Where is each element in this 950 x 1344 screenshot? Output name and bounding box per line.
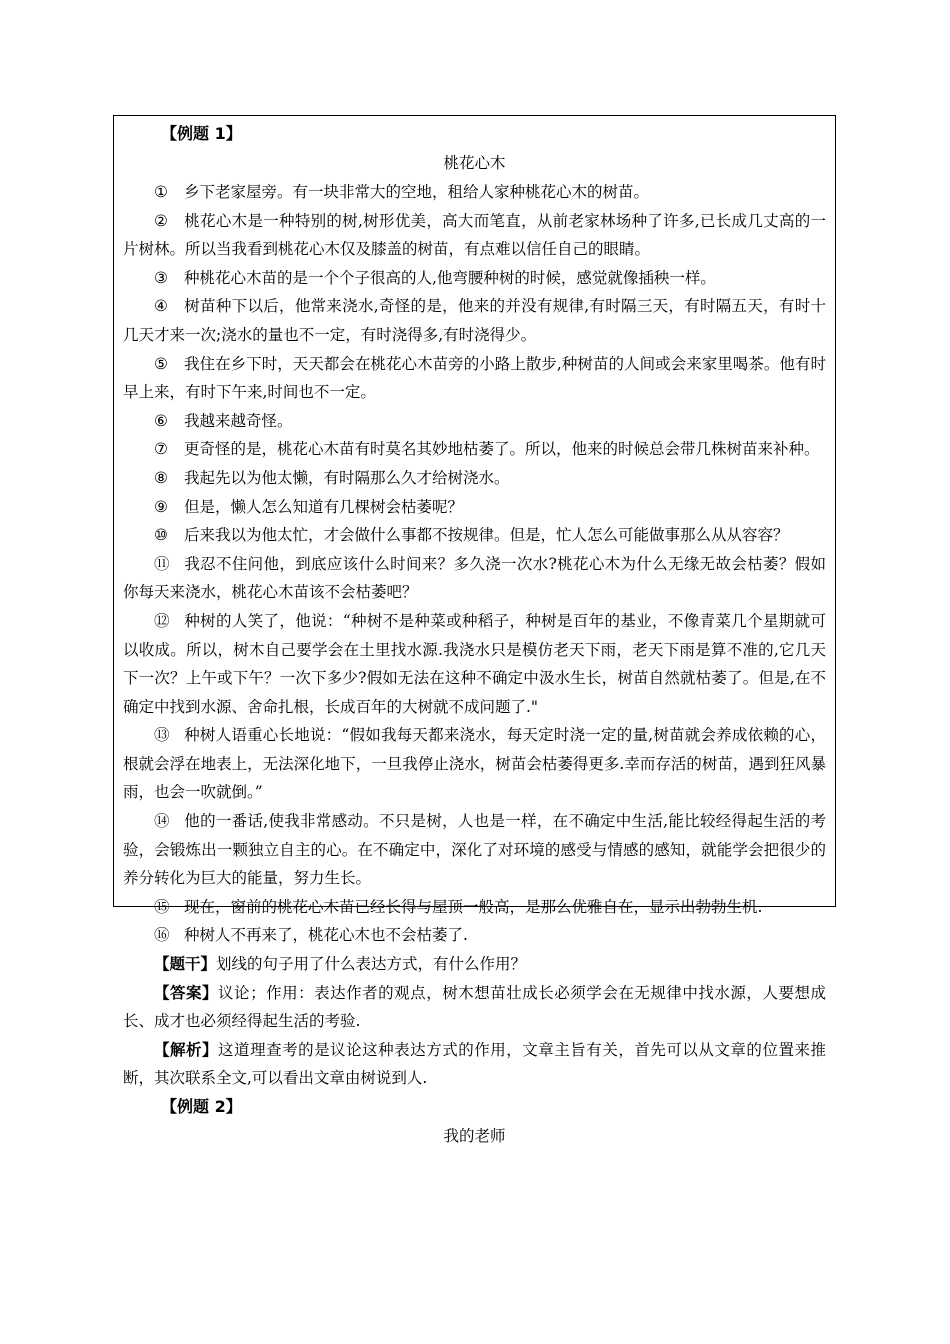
passage-paragraph (123, 521, 826, 550)
paragraph-text: 现在，窗前的桃花心木苗已经长得与屋顶一般高，是那么优雅自在，显示出勃勃生机. (184, 897, 763, 916)
paragraph-text: 我忍不住问他，到底应该什么时间来？多久浇一次水?桃花心木为什么无缘无故会枯萎？假如你每天来浇水，桃花心木苗该不会枯萎吧？ (123, 554, 826, 602)
paragraph-number: ③ (154, 268, 168, 287)
paragraph-number: ⑥ (154, 411, 168, 430)
paragraph-text: 他的一番话,使我非常感动。不只是树，人也是一样，在不确定中生活,能比较经得起生活的考验，会锻炼出一颗独立自主的心。在不确定中，深化了对环境的感受与情感的感知，就能学会把很少的养分转化为巨大的能量，努力生长。 (123, 812, 826, 888)
passage-title: 桃花心木 (443, 154, 506, 172)
paragraph-text: 更奇怪的是，桃花心木苗有时莫名其妙地枯萎了。所以，他来的时候总会带几株树苗来补种。 (184, 440, 820, 459)
paragraph-number: ⑩ (154, 526, 168, 545)
passage-paragraph (123, 893, 826, 922)
question-label: 【题干】 (154, 955, 217, 974)
passage-paragraph (123, 207, 826, 264)
example-2-heading: 【例题 2】 (161, 1097, 242, 1116)
passage-paragraph (123, 264, 826, 293)
answer-text: 议论；作用：表达作者的观点，树木想苗壮成长必须学会在无规律中找水源，人要想成长、成才也必须经得起生活的考验. (123, 983, 826, 1031)
passage-paragraph (123, 350, 826, 407)
paragraph-text: 后来我以为他太忙，才会做什么事都不按规律。但是，忙人怎么可能做事那么从从容容？ (184, 526, 789, 545)
passage-paragraph (123, 292, 826, 349)
example-1-heading: 【例题 1】 (161, 124, 242, 143)
paragraph-number: ⑮ (154, 897, 170, 916)
paragraph-text: 种树人不再来了，桃花心木也不会枯萎了. (184, 926, 468, 945)
paragraph-number: ⑫ (154, 611, 170, 630)
passage-paragraph (123, 493, 826, 522)
paragraph-number: ① (154, 183, 168, 201)
passage-paragraph (123, 178, 826, 207)
passage-paragraph (123, 435, 826, 464)
analysis-label: 【解析】 (154, 1040, 219, 1059)
analysis-block (123, 1036, 826, 1093)
passage-paragraph (123, 464, 826, 493)
paragraph-number: ⑭ (154, 812, 170, 831)
paragraph-number: ② (154, 211, 168, 230)
paragraph-text: 但是，懒人怎么知道有几棵树会枯萎呢？ (184, 497, 464, 516)
passage-paragraph (123, 550, 826, 607)
answer-label: 【答案】 (154, 983, 219, 1002)
paragraph-text: 种树人语重心长地说：“假如我每天都来浇水，每天定时浇一定的量,树苗就会养成依赖的心，根就会浮在地表上，无法深化地下，一旦我停止浇水，树苗会枯萎得更多.幸而存活的树苗，遇到狂风暴雨，也会一吹就倒。” (123, 726, 826, 802)
paragraph-number: ⑤ (154, 354, 168, 373)
paragraph-text: 桃花心木是一种特别的树,树形优美，高大而笔直，从前老家林场种了许多,已长成几丈高的一片树林。所以当我看到桃花心木仅及膝盖的树苗，有点难以信任自己的眼睛。 (123, 211, 826, 259)
paragraph-text: 树苗种下以后，他常来浇水,奇怪的是，他来的并没有规律,有时隔三天，有时隔五天，有时十几天才来一次;浇水的量也不一定，有时浇得多,有时浇得少。 (123, 297, 826, 344)
answer-block (123, 979, 826, 1036)
paragraph-number: ⑨ (154, 497, 168, 516)
paragraph-text: 我越来越奇怪。 (184, 411, 293, 430)
passage-paragraph (123, 607, 826, 721)
passage-paragraph (123, 921, 826, 950)
paragraph-text: 乡下老家屋旁。有一块非常大的空地，租给人家种桃花心木的树苗。 (184, 183, 650, 201)
passage-paragraphs (123, 178, 826, 950)
paragraph-text: 种桃花心木苗的是一个个子很高的人,他弯腰种树的时候，感觉就像插秧一样。 (184, 268, 716, 287)
document-content (123, 116, 826, 1151)
paragraph-number: ④ (154, 297, 168, 316)
paragraph-number: ⑦ (154, 440, 168, 459)
paragraph-text: 我起先以为他太懒，有时隔那么久才给树浇水。 (184, 468, 510, 487)
passage-2-title: 我的老师 (443, 1127, 506, 1145)
question-text: 划线的句子用了什么表达方式，有什么作用？ (216, 955, 527, 974)
document-frame (113, 115, 836, 1145)
paragraph-number: ⑧ (154, 468, 168, 487)
passage-paragraph (123, 721, 826, 807)
analysis-text: 这道理查考的是议论这种表达方式的作用，文章主旨有关，首先可以从文章的位置来推断，其次联系全文,可以看出文章由树说到人. (123, 1040, 826, 1088)
passage-paragraph (123, 807, 826, 893)
paragraph-text: 种树的人笑了，他说：“种树不是种菜或种稻子，种树是百年的基业，不像青菜几个星期就可以收成。所以，树木自己要学会在土里找水源.我浇水只是模仿老天下雨，老天下雨是算不准的,它几天下一次？上午或下午？一次下多少?假如无法在这种不确定中汲水生长，树苗自然就枯萎了。但是,在不确定中找到水源、舍命扎根，长成百年的大树就不成问题了." (123, 611, 826, 716)
paragraph-text: 我住在乡下时，天天都会在桃花心木苗旁的小路上散步,种树苗的人间或会来家里喝茶。他有时早上来，有时下午来,时间也不一定。 (123, 354, 826, 402)
paragraph-number: ⑯ (154, 926, 170, 945)
paragraph-number: ⑪ (154, 554, 170, 573)
passage-paragraph (123, 407, 826, 436)
paragraph-number: ⑬ (154, 726, 170, 745)
question-block (123, 950, 826, 979)
